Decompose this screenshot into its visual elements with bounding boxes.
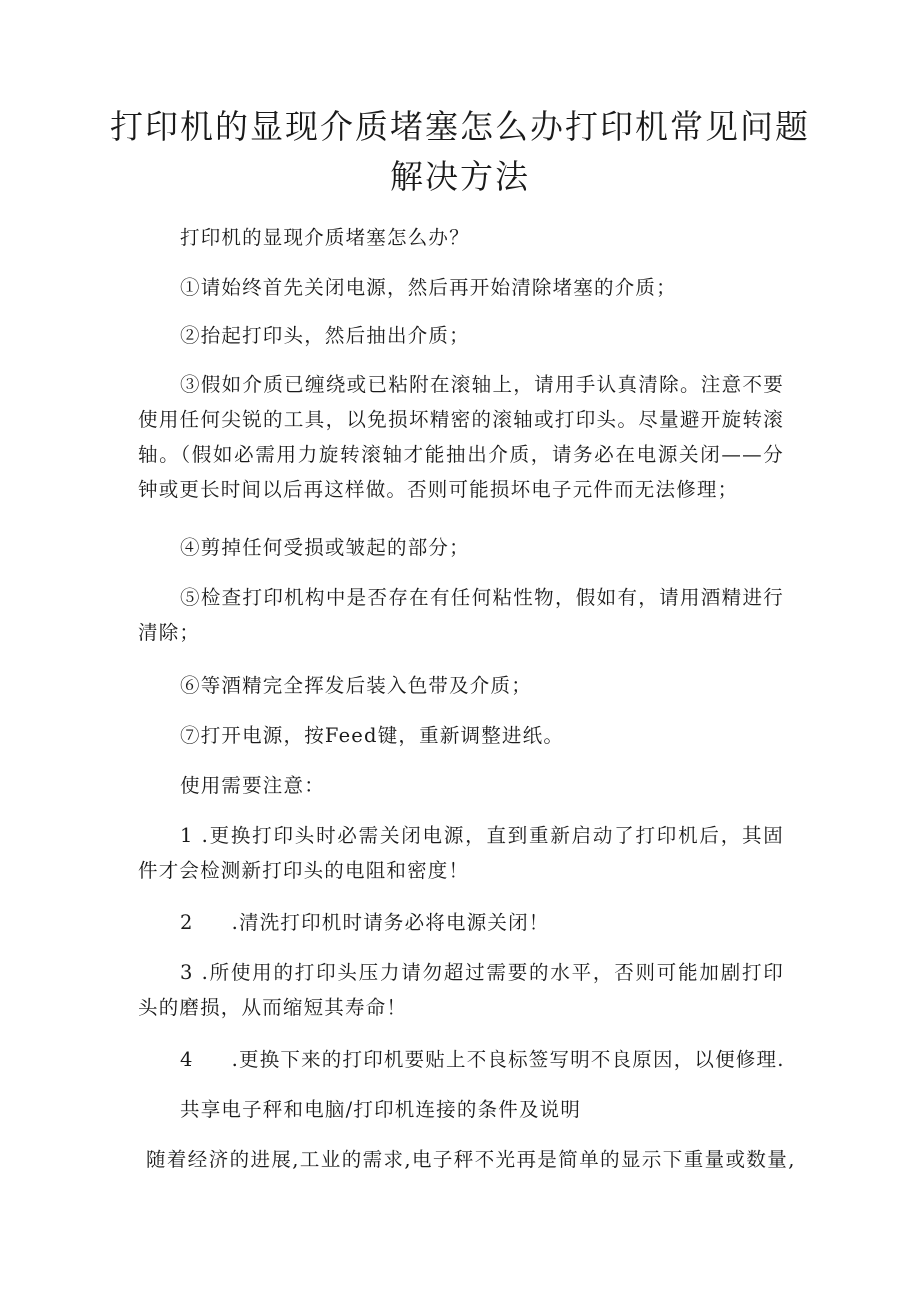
paragraph-scale-intro: 随着经济的进展,工业的需求,电子秤不光再是简单的显示下重量或数量, bbox=[146, 1148, 796, 1171]
section-heading-scale: 共享电子秤和电脑/打印机连接的条件及说明 bbox=[180, 1098, 582, 1121]
paragraph-step-3: ③假如介质已缠绕或已粘附在滚轴上，请用手认真清除。注意不要使用任何尖锐的工具，以免损坏精密的滚轴或打印头。尽量避开旋转滚轴。（假如必需用力旋转滚轴才能抽出介质，请务必在电源关闭——分钟或更长时间以后再这样做。否则可能损坏电子元件而无法修理； bbox=[138, 373, 784, 501]
paragraph-note-2 bbox=[138, 905, 784, 940]
paragraph-step-2: ②抬起打印头，然后抽出介质； bbox=[180, 324, 470, 347]
paragraph-step-5: ⑤检查打印机构中是否存在有任何粘性物，假如有，请用酒精进行清除； bbox=[138, 586, 784, 644]
paragraph-step-7: ⑦打开电源，按Feed键，重新调整进纸。 bbox=[180, 724, 565, 747]
note-2-number: 2 bbox=[180, 911, 194, 934]
note-4-number: 4 bbox=[180, 1048, 194, 1071]
paragraph-question: 打印机的显现介质堵塞怎么办？ bbox=[180, 226, 470, 249]
note-2-text: .清洗打印机时请务必将电源关闭！ bbox=[231, 911, 550, 934]
paragraph-step-6: ⑥等酒精完全挥发后装入色带及介质； bbox=[180, 674, 532, 697]
paragraph-note-1: 1 .更换打印头时必需关闭电源，直到重新启动了打印机后，其固件才会检测新打印头的电阻和密度！ bbox=[138, 824, 784, 882]
paragraph-note-4 bbox=[138, 1042, 784, 1077]
note-4-text: .更换下来的打印机要贴上不良标签写明不良原因，以便修理. bbox=[231, 1048, 785, 1071]
document-title: 打印机的显现介质堵塞怎么办打印机常见问题解决方法 bbox=[110, 107, 810, 196]
paragraph-notes-heading: 使用需要注意： bbox=[180, 774, 325, 797]
paragraph-note-3: 3 .所使用的打印头压力请勿超过需要的水平，否则可能加剧打印头的磨损，从而缩短其寿命！ bbox=[138, 961, 784, 1019]
paragraph-step-1: ①请始终首先关闭电源，然后再开始清除堵塞的介质； bbox=[180, 276, 677, 299]
paragraph-step-4: ④剪掉任何受损或皱起的部分； bbox=[180, 536, 470, 559]
